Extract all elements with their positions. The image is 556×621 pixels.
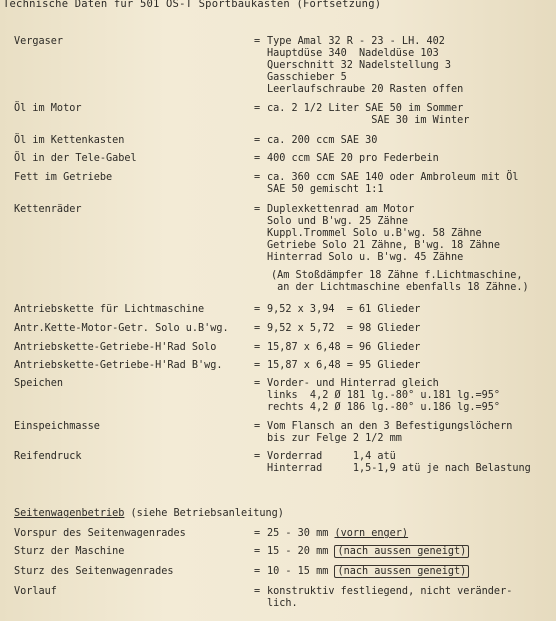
spec-note: (Am Stoßdämpfer 18 Zähne f.Lichtmaschine, (271, 270, 523, 281)
spec-value: bis zur Felge 2 1/2 mm (267, 433, 402, 444)
spec-value: rechts 4,2 Ø 186 lg.-80° u.186 lg.=95° (267, 402, 501, 413)
spec-value: Querschnitt 32 Nadelstellung 3 (267, 60, 452, 71)
spec-label: Antriebskette für Lichtmaschine (14, 304, 205, 315)
equals-sign: = (254, 360, 261, 371)
equals-sign: = (254, 36, 261, 47)
spec-label: Vergaser (14, 36, 64, 47)
equals-sign: = (254, 135, 261, 146)
spec-note: an der Lichtmaschine ebenfalls 18 Zähne.) (271, 282, 529, 293)
spec-label: Öl in der Tele-Gabel (14, 153, 137, 164)
equals-sign: = (254, 153, 261, 164)
equals-sign: = (254, 204, 261, 215)
spec-label: Öl im Kettenkasten (14, 135, 125, 146)
spec-value: ca. 2 1/2 Liter SAE 50 im Sommer (267, 103, 464, 114)
spec-label: Reifendruck (14, 451, 82, 462)
equals-sign: = (254, 451, 261, 462)
spec-value: Hinterrad 1,5-1,9 atü je nach Belastung (267, 463, 531, 474)
spec-value: 15 - 20 mm (267, 546, 335, 557)
spec-note: (nach aussen geneigt) (334, 565, 469, 578)
spec-value: 9,52 x 3,94 = 61 Glieder (267, 304, 421, 315)
spec-note: (nach aussen geneigt) (334, 545, 469, 558)
spec-value: SAE 50 gemischt 1:1 (267, 184, 384, 195)
spec-value: ca. 360 ccm SAE 140 oder Ambroleum mit Öl (267, 172, 519, 183)
spec-value: links 4,2 Ø 181 lg.-80° u.181 lg.=95° (267, 390, 501, 401)
equals-sign: = (254, 566, 261, 577)
equals-sign: = (254, 103, 261, 114)
equals-sign: = (254, 378, 261, 389)
equals-sign: = (254, 586, 261, 597)
spec-value: Hinterrad Solo u. B'wg. 45 Zähne (267, 252, 464, 263)
spec-value: Vom Flansch an den 3 Befestigungslöchern (267, 421, 513, 432)
spec-value: Leerlaufschraube 20 Rasten offen (267, 84, 464, 95)
spec-label: Speichen (14, 378, 64, 389)
spec-label: Fett im Getriebe (14, 172, 113, 183)
spec-label: Sturz des Seitenwagenrades (14, 566, 174, 577)
section-heading-note: (siehe Betriebsanleitung) (124, 508, 284, 519)
spec-value: konstruktiv festliegend, nicht veränder- (267, 586, 513, 597)
equals-sign: = (254, 528, 261, 539)
equals-sign: = (254, 323, 261, 334)
spec-label: Kettenräder (14, 204, 82, 215)
spec-label: Vorspur des Seitenwagenrades (14, 528, 186, 539)
spec-label: Einspeichmasse (14, 421, 100, 432)
spec-value: Vorderrad 1,4 atü (267, 451, 396, 462)
equals-sign: = (254, 304, 261, 315)
spec-value: Duplexkettenrad am Motor (267, 204, 415, 215)
spec-label: Vorlauf (14, 586, 57, 597)
spec-label: Sturz der Maschine (14, 546, 125, 557)
spec-value: Vorder- und Hinterrad gleich (267, 378, 439, 389)
spec-value: Getriebe Solo 21 Zähne, B'wg. 18 Zähne (267, 240, 501, 251)
spec-label: Antriebskette-Getriebe-H'Rad Solo (14, 342, 217, 353)
spec-value: SAE 30 im Winter (267, 115, 470, 126)
equals-sign: = (254, 172, 261, 183)
spec-value: 10 - 15 mm (267, 566, 335, 577)
spec-value: Gasschieber 5 (267, 72, 347, 83)
spec-value: Kuppl.Trommel Solo u.B'wg. 58 Zähne (267, 228, 482, 239)
spec-value: 9,52 x 5,72 = 98 Glieder (267, 323, 421, 334)
spec-value: 400 ccm SAE 20 pro Federbein (267, 153, 439, 164)
section-heading: Seitenwagenbetrieb (14, 508, 125, 519)
spec-label: Antriebskette-Getriebe-H'Rad B'wg. (14, 360, 223, 371)
spec-value: ca. 200 ccm SAE 30 (267, 135, 378, 146)
spec-value: 25 - 30 mm (267, 528, 335, 539)
equals-sign: = (254, 421, 261, 432)
spec-value: lich. (267, 598, 298, 609)
page-title: Technische Daten für 501 OS-T Sportbaukasten (Fortsetzung) (3, 0, 382, 10)
equals-sign: = (254, 546, 261, 557)
spec-value: 15,87 x 6,48 = 96 Glieder (267, 342, 421, 353)
spec-value: Type Amal 32 R - 23 - LH. 402 (267, 36, 445, 47)
spec-label: Öl im Motor (14, 103, 82, 114)
spec-value: 15,87 x 6,48 = 95 Glieder (267, 360, 421, 371)
spec-value: Solo und B'wg. 25 Zähne (267, 216, 409, 227)
spec-note: (vorn enger) (334, 528, 409, 539)
equals-sign: = (254, 342, 261, 353)
spec-label: Antr.Kette-Motor-Getr. Solo u.B'wg. (14, 323, 229, 334)
spec-value: Hauptdüse 340 Nadeldüse 103 (267, 48, 439, 59)
